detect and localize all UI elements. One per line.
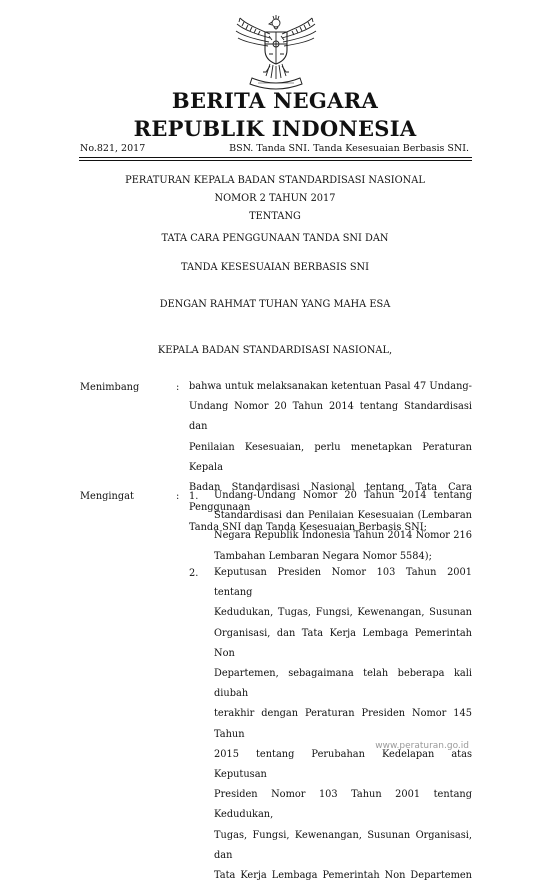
mengingat-line: Departemen, sebagaimana telah beberapa kali diubah bbox=[214, 668, 472, 700]
header-divider-top bbox=[79, 157, 472, 158]
menimbang-line: Tanda SNI dan Tanda Kesesuaian Berbasis SNI; bbox=[189, 522, 427, 534]
regulation-heading: PERATURAN KEPALA BADAN STANDARDISASI NASIONAL bbox=[125, 175, 425, 186]
menimbang-line: Undang Nomor 20 Tahun 2014 tentang Standardisasi dan bbox=[189, 401, 472, 433]
garuda-emblem-icon bbox=[226, 14, 326, 94]
mengingat-line: Tata Kerja Lembaga Pemerintah Non Departemen bbox=[214, 870, 472, 882]
mengingat-item-number: 1. bbox=[189, 491, 199, 502]
mengingat-line: Tambahan Lembaran Negara Nomor 5584); bbox=[214, 550, 432, 562]
mengingat-line: Tugas, Fungsi, Kewenangan, Susunan Organisasi, dan bbox=[214, 829, 472, 861]
mengingat-line: Standardisasi dan Penilaian Kesesuaian (Lembaran bbox=[214, 510, 472, 522]
mengingat-line: Kedudukan, Tugas, Fungsi, Kewenangan, Susunan bbox=[214, 607, 472, 619]
regulation-subject-line1: TATA CARA PENGGUNAAN TANDA SNI DAN bbox=[161, 233, 389, 244]
gazette-subtitle: REPUBLIK INDONESIA bbox=[133, 116, 417, 141]
mengingat-line: Presiden Nomor 103 Tahun 2001 tentang Kedudukan, bbox=[214, 789, 472, 821]
mengingat-item-2 bbox=[214, 563, 472, 886]
menimbang-line: bahwa untuk melaksanakan ketentuan Pasal 47 Undang- bbox=[189, 381, 472, 392]
gazette-title: BERITA NEGARA bbox=[171, 88, 379, 113]
mengingat-colon: : bbox=[176, 491, 180, 502]
menimbang-colon: : bbox=[176, 382, 180, 393]
mengingat-line: 2015 tentang Perubahan Kedelapan atas Keputusan bbox=[214, 748, 472, 781]
menimbang-line: Badan Standardisasi Nasional tentang Tata Cara Penggunaan bbox=[189, 482, 472, 514]
regulation-about: TENTANG bbox=[249, 211, 301, 222]
mengingat-line: Negara Republik Indonesia Tahun 2014 Nomor 216 bbox=[214, 530, 472, 542]
mengingat-line: Keputusan Presiden Nomor 103 Tahun 2001 tentang bbox=[214, 567, 472, 599]
gazette-subject: BSN. Tanda SNI. Tanda Kesesuaian Berbasis SNI. bbox=[229, 143, 469, 154]
regulation-issuer: KEPALA BADAN STANDARDISASI NASIONAL, bbox=[157, 345, 393, 356]
menimbang-label: Menimbang bbox=[80, 382, 140, 393]
gazette-number: No.821, 2017 bbox=[80, 143, 146, 154]
mengingat-line: Undang-Undang Nomor 20 Tahun 2014 tentang bbox=[214, 490, 472, 501]
mengingat-label: Mengingat bbox=[80, 491, 134, 502]
mengingat-item-number: 2. bbox=[189, 568, 199, 579]
regulation-subject-line2: TANDA KESESUAIAN BERBASIS SNI bbox=[181, 262, 369, 273]
regulation-preamble: DENGAN RAHMAT TUHAN YANG MAHA ESA bbox=[159, 299, 391, 310]
header-divider-bottom bbox=[79, 160, 472, 161]
regulation-number: NOMOR 2 TAHUN 2017 bbox=[214, 193, 336, 204]
menimbang-line: Penilaian Kesesuaian, perlu menetapkan Peraturan Kepala bbox=[189, 441, 472, 473]
mengingat-line: Organisasi, dan Tata Kerja Lembaga Pemerintah Non bbox=[214, 627, 472, 659]
mengingat-item-1 bbox=[214, 486, 472, 567]
mengingat-line: terakhir dengan Peraturan Presiden Nomor 145 Tahun bbox=[214, 708, 472, 740]
footer-website-link[interactable]: www.peraturan.go.id bbox=[375, 741, 469, 751]
